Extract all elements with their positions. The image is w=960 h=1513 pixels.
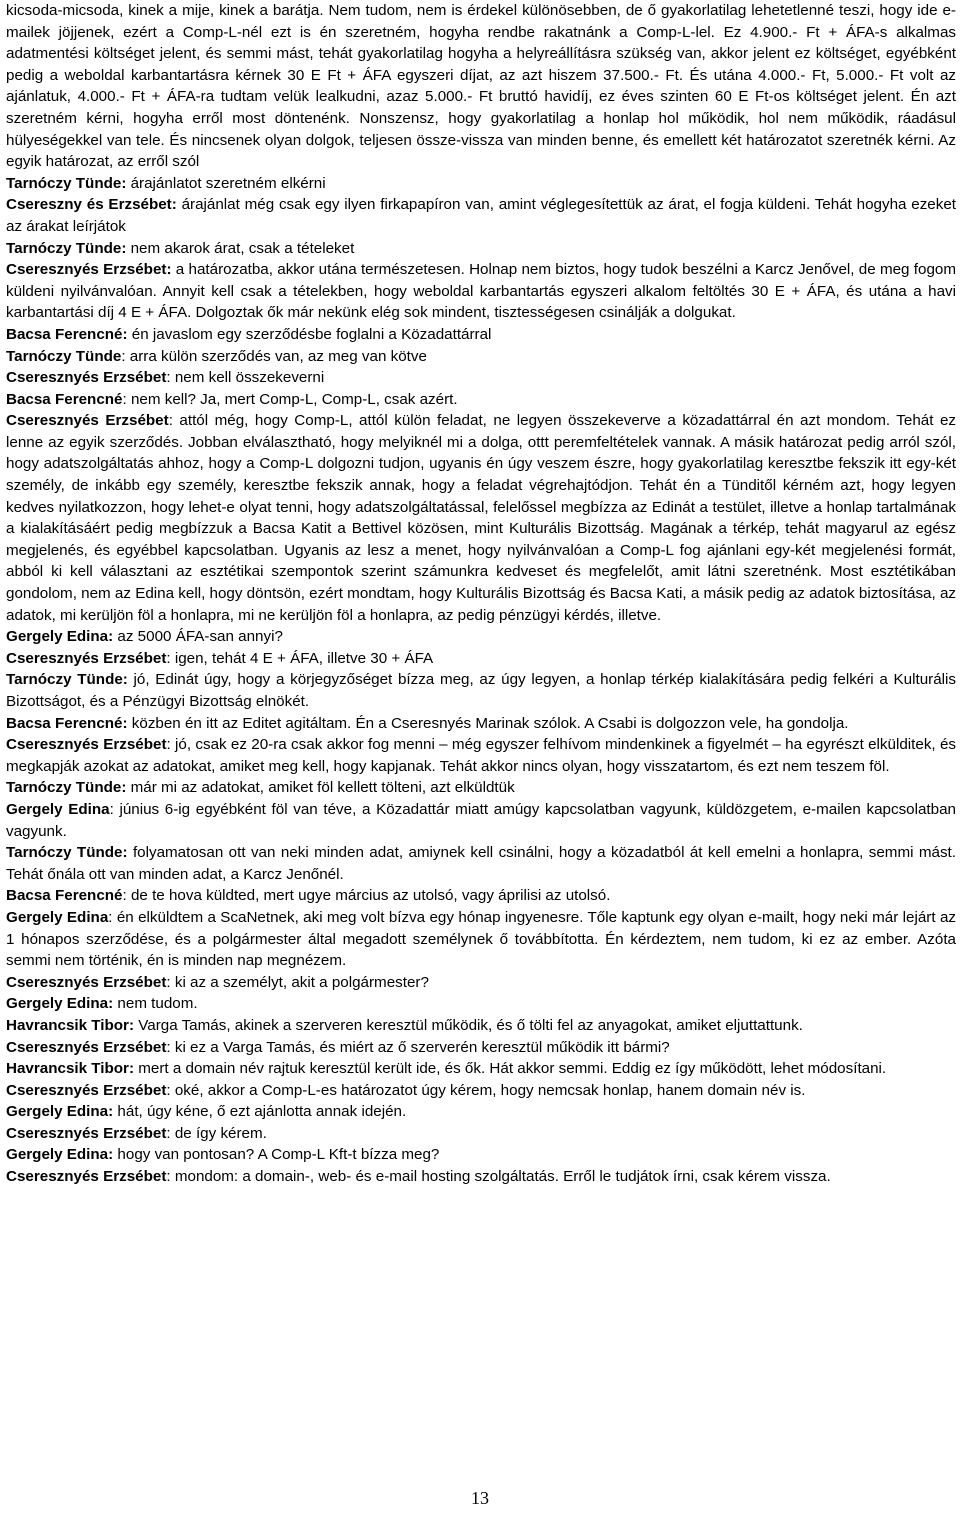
transcript-paragraph: [6, 972, 956, 994]
transcript-paragraph: [6, 1101, 956, 1123]
speaker-name: Cseresznyés Erzsébet: [6, 369, 167, 387]
paragraph-text: : attól még, hogy Comp-L, attól külön feladat, ne legyen összekeverve a közadattárral én azt mondom. Tehát ez lenne az egyik szerződés. Jobban elválasztható, hogy melyiknél mi a dolga, ottt peremfeltételek vannak. A másik határozat pedig arról szól, hogy adatszolgáltatás ahhoz, hogy a Comp-L dolgozni tudjon, ugyanis én úgy veszem észre, hogy gyakorlatilag keresztbe fekszik itt egy-két személy, de inkább egy személy, keresztbe fekszik annak, hogy a feladat végrehajtódjon. Tehát én a Tünditől kérném azt, hogy legyen kedves nyilatkozzon, hogy lehet-e olyat tenni, hogy adatszolgáltatással, felelőssel megbízza az Edinát a testület, illetve a honlap tartalmának a kialakításáért pedig megbízzuk a Bacsa Katit a Bettivel közösen, mint Kulturális Bizottság. Magának a térkép, tehát magyarul az egész megjelenés, és egyébbel kapcsolatban. Ugyanis az lesz a menet, hogy nyilvánvalóan a Comp-L fog ajánlani egy-két megjelenési formát, abból ki kell választani az esztétikai szempontok szerint számunkra kedveset és megfelelőt, amit látni szeretnénk. Most esztétikában gondolom, nem az Edina kell, hogy döntsön, ezért mondtam, hogy Kulturális Bizottság és Bacsa Kati, a másik pedig az adatok biztosítása, az adatok, mi kerüljön föl a honlapra, mi ne kerüljön föl a honlapra, az pedig pénzügyi kérdés, illetve.: [6, 412, 957, 624]
paragraph-text: mert a domain név rajtuk keresztül került ide, és ők. Hát akkor semmi. Eddig ez így működött, lehet módosítani.: [134, 1060, 887, 1078]
transcript-paragraph: [6, 799, 956, 842]
speaker-name: Cseresznyés Erzsébet: [6, 1168, 167, 1186]
transcript-paragraph: [6, 993, 956, 1015]
speaker-name: Gergely Edina:: [6, 995, 114, 1013]
speaker-name: Cseresznyés Erzsébet: [6, 736, 167, 754]
speaker-name: Tarnóczy Tünde:: [6, 239, 127, 257]
paragraph-text: én javaslom egy szerződésbe foglalni a Közadattárral: [127, 325, 492, 343]
transcript-paragraph: [6, 1080, 956, 1102]
page-number: 13: [471, 1488, 489, 1508]
speaker-name: Gergely Edina: [6, 908, 109, 926]
speaker-name: Gergely Edina: [6, 800, 110, 818]
speaker-name: Bacsa Ferencné:: [6, 325, 128, 343]
transcript-paragraph: [6, 1144, 956, 1166]
transcript-paragraph: [6, 0, 956, 173]
speaker-name: Cseresznyés Erzsébet: [6, 1081, 167, 1099]
transcript-paragraph: [6, 907, 956, 972]
paragraph-text: jó, Edinát úgy, hogy a körjegyzőséget bízza meg, az úgy legyen, a honlap térkép kialakítására pedig felkéri a Kulturális Bizottságot, és a Pénzügyi Bizottság elnökét.: [6, 671, 956, 710]
paragraph-text: az 5000 ÁFA-san annyi?: [113, 628, 283, 646]
transcript-paragraph: [6, 1166, 956, 1188]
speaker-name: Csereszny és Erzsébet:: [6, 196, 177, 214]
paragraph-text: : oké, akkor a Comp-L-es határozatot úgy kérem, hogy nemcsak honlap, hanem domain név is.: [166, 1081, 806, 1099]
transcript-paragraph: [6, 626, 956, 648]
transcript-paragraph: [6, 389, 956, 411]
paragraph-text: nem akarok árat, csak a tételeket: [126, 239, 355, 257]
speaker-name: Tarnóczy Tünde:: [6, 174, 127, 192]
speaker-name: Gergely Edina:: [6, 1146, 114, 1164]
transcript-paragraph: [6, 1058, 956, 1080]
speaker-name: Cseresznyés Erzsébet: [6, 649, 167, 667]
transcript-paragraph: [6, 259, 956, 324]
paragraph-text: : de így kérem.: [166, 1124, 267, 1142]
document-body: [6, 0, 956, 1188]
paragraph-text: : nem kell összekeverni: [166, 369, 325, 387]
paragraph-text: közben én itt az Editet agitáltam. Én a Cseresnyés Marinak szólok. A Csabi is dolgozzon vele, ha gondolja.: [127, 714, 849, 732]
paragraph-text: : arra külön szerződés van, az meg van kötve: [121, 347, 427, 365]
speaker-name: Tarnóczy Tünde: [6, 347, 122, 365]
paragraph-text: : mondom: a domain-, web- és e-mail hosting szolgáltatás. Erről le tudjátok írni, csak kérem vissza.: [166, 1168, 831, 1186]
transcript-paragraph: [6, 669, 956, 712]
speaker-name: Havrancsik Tibor:: [6, 1060, 135, 1078]
speaker-name: Cseresznyés Erzsébet: [6, 973, 167, 991]
paragraph-text: árajánlat még csak egy ilyen firkapapíron van, amint véglegesítettük az árat, el fogja küldeni. Tehát hogyha ezeket az árakat leírjátok: [6, 196, 956, 235]
speaker-name: Tarnóczy Tünde:: [6, 844, 128, 862]
paragraph-text: : jó, csak ez 20-ra csak akkor fog menni – még egyszer felhívom mindenkinek a figyelmét – ha egyrészt elkülditek, és megkapják azokat az adatokat, amiket meg kell, hogy kapjanak. Tehát akkor nincs olyan, hogy visszatartom, és ezt nem teszem föl.: [6, 736, 956, 775]
transcript-paragraph: [6, 842, 956, 885]
paragraph-text: nem tudom.: [113, 995, 198, 1013]
transcript-paragraph: [6, 648, 956, 670]
paragraph-text: már mi az adatokat, amiket föl kellett tölteni, azt elküldtük: [126, 779, 515, 797]
speaker-name: Cseresznyés Erzsébet:: [6, 261, 172, 279]
paragraph-text: kicsoda-micsoda, kinek a mije, kinek a barátja. Nem tudom, nem is érdekel különösebben, de ő gyakorlatilag lehetetlenné teszi, hogy ide e-mailek jöjjenek, ezért a Comp-L-nél ezt is én szeretném, hogyha rendbe rakatnánk a Comp-L-lel. Ez 4.900.- Ft + ÁFA-s alkalmas adatmentési költséget jelent, és semmi mást, tehát gyakorlatilag hogyha a helyreállításra szükség van, akkor jelent ez költséget, egyébként pedig a weboldal karbantartásra kérnek 30 E Ft + ÁFA egyszeri díjat, az azt hiszem 37.500.- Ft. És utána 4.000.- Ft, 5.000.- Ft volt az ajánlatuk, 4.000.- Ft + ÁFA-ra tudtam velük lealkudni, azaz 5.000.- Ft bruttó havidíj, ez éves szinten 60 E Ft-os költséget jelent. Én azt szeretném kérni, hogyha erről most döntenénk. Nonszensz, hogy gyakorlatilag a honlap hol működik, hol nem működik, ráadásul hülyeségekkel van tele. És nincsenek olyan dolgok, teljesen össze-vissza van minden benne, és emellett két határozatot szeretnék kérni. Az egyik határozat, az erről szól: [6, 2, 956, 171]
transcript-paragraph: [6, 777, 956, 799]
speaker-name: Tarnóczy Tünde:: [6, 779, 127, 797]
paragraph-text: a határozatba, akkor utána természetesen. Holnap nem biztos, hogy tudok beszélni a Karcz Jenővel, de meg fogom küldeni nyilvánvalóan. Annyit kell csak a tételekben, hogy weboldal karbantartás egyszeri alkalom feltöltés 30 E + ÁFA, és utána a havi karbantartási díj 4 E + ÁFA. Dolgoztak ők már nekünk elég sok mindent, tisztességesen csinálják a dolgukat.: [6, 261, 956, 322]
transcript-paragraph: [6, 367, 956, 389]
transcript-paragraph: [6, 1123, 956, 1145]
paragraph-text: : ki az a személyt, akit a polgármester?: [166, 973, 429, 991]
speaker-name: Cseresznyés Erzsébet: [6, 1038, 167, 1056]
speaker-name: Gergely Edina:: [6, 1103, 114, 1121]
paragraph-text: hogy van pontosan? A Comp-L Kft-t bízza meg?: [113, 1146, 440, 1164]
speaker-name: Bacsa Ferencné: [6, 887, 123, 905]
speaker-name: Gergely Edina:: [6, 628, 114, 646]
transcript-paragraph: [6, 1015, 956, 1037]
paragraph-text: : de te hova küldted, mert ugye március az utolsó, vagy áprilisi az utolsó.: [122, 887, 611, 905]
transcript-paragraph: [6, 410, 956, 626]
paragraph-text: : én elküldtem a ScaNetnek, aki meg volt bízva egy hónap ingyenesre. Tőle kaptunk egy olyan e-mailt, hogy neki már lejárt az 1 hónapos szerződése, és a polgármester által megadott személynek ő továbbította. Én kérdeztem, nem tudom, ki ez az ember. Azóta semmi nem történik, én is minden nap megnézem.: [6, 908, 956, 970]
speaker-name: Havrancsik Tibor:: [6, 1016, 135, 1034]
paragraph-text: : nem kell? Ja, mert Comp-L, Comp-L, csak azért.: [122, 390, 458, 408]
paragraph-text: : június 6-ig egyébként föl van téve, a Közadattár miatt amúgy kapcsolatban vagyunk, küldözgetem, e-mailen kapcsolatban vagyunk.: [6, 800, 956, 840]
paragraph-text: Varga Tamás, akinek a szerveren keresztül működik, és ő tölti fel az anyagokat, amiket eljuttattunk.: [134, 1016, 803, 1034]
paragraph-text: : igen, tehát 4 E + ÁFA, illetve 30 + ÁFA: [166, 649, 434, 667]
speaker-name: Bacsa Ferencné:: [6, 714, 128, 732]
speaker-name: Cseresznyés Erzsébet: [6, 1124, 167, 1142]
paragraph-text: hát, úgy kéne, ő ezt ajánlotta annak idején.: [113, 1103, 407, 1121]
transcript-paragraph: [6, 324, 956, 346]
paragraph-text: folyamatosan ott van neki minden adat, amiynek kell csinálni, hogy a közadatból át kell emelni a honlapra, semmi mást. Tehát őnála ott van minden adat, a Karcz Jenőnél.: [6, 844, 956, 883]
speaker-name: Tarnóczy Tünde:: [6, 671, 128, 689]
transcript-paragraph: [6, 194, 956, 237]
speaker-name: Cseresznyés Erzsébet: [6, 412, 169, 430]
transcript-paragraph: [6, 173, 956, 195]
transcript-paragraph: [6, 346, 956, 368]
transcript-paragraph: [6, 713, 956, 735]
transcript-paragraph: [6, 238, 956, 260]
paragraph-text: árajánlatot szeretném elkérni: [126, 174, 326, 192]
transcript-paragraph: [6, 734, 956, 777]
speaker-name: Bacsa Ferencné: [6, 390, 123, 408]
transcript-paragraph: [6, 885, 956, 907]
transcript-paragraph: [6, 1037, 956, 1059]
paragraph-text: : ki ez a Varga Tamás, és miért az ő szerverén keresztül működik itt bármi?: [166, 1038, 670, 1056]
